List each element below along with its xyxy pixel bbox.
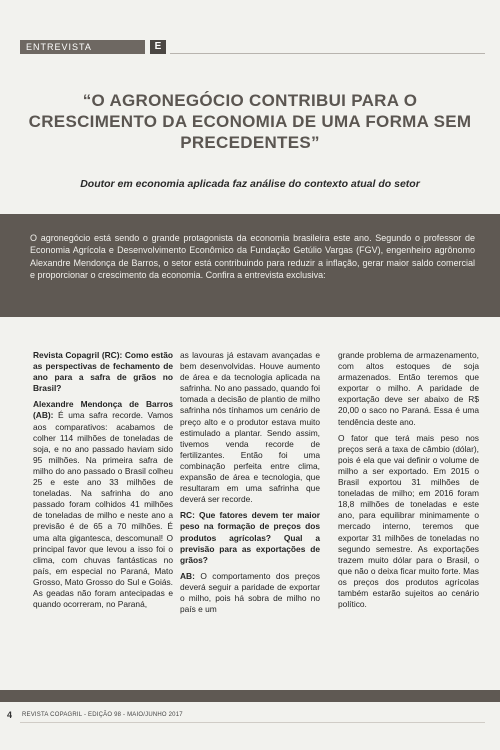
footer-edition-text: REVISTA COPAGRIL - EDIÇÃO 98 - MAIO/JUNHO 2017 [22,712,183,718]
section-label: ENTREVISTA [20,40,145,54]
section-letter-badge: E [150,40,166,54]
section-divider [170,53,485,54]
question-1: Revista Copagril (RC): Como estão as perspectivas de fechamento de ano para a safra de grãos no Brasil? [33,350,173,394]
article-title: “O AGRONEGÓCIO CONTRIBUI PARA O CRESCIMENTO DA ECONOMIA DE UMA FORMA SEM PRECEDENTES” [28,91,472,152]
answer-2-speaker: AB: [180,570,195,581]
answer-2-paragraph-2: O fator que terá mais peso nos preços será a taxa de câmbio (dólar), pois é ela que vai definir o volume de milho a ser exportado. Em 2015 o Brasil exportou 31 milhões de toneladas de milho; em 2016 foram 18,8 milhões de toneladas e este ano, para equilibrar minimamente o mercado interno, teremos que exportar 31 milhões de toneladas no segundo semestre. As exportações trazem muito dólar para o Brasil, o que não o deixa ficar muito forte. Mas os preços dos produtos agrícolas também estarão sujeitos ao cenário político. [338,432,479,610]
answer-1-speaker: Alexandre Mendonça de Barros (AB): [33,399,173,421]
answer-2 [180,571,320,615]
footer-divider [20,722,485,723]
text-column-1 [33,350,173,615]
text-column-2 [180,350,320,620]
article-subtitle: Doutor em economia aplicada faz análise do contexto atual do setor [80,178,420,190]
intro-text: O agronegócio está sendo o grande protagonista da economia brasileira este ano. Segundo o professor de Economia Agrícola e Desenvolvimento Econômico da Fundação Getúlio Vargas (FGV), engenheiro agrônomo Alexandre Mendonça de Barros, o setor está contribuindo para reduzir a inflação, gerar maior saldo comercial e proporcionar o crescimento da economia. Confira a entrevista exclusiva: [30,233,475,281]
answer-2-continued: grande problema de armazenamento, com altos estoques de soja armazenados. Então teremos que exportar o milho. A paridade de exportação deve ser abaixo de R$ 20,00 o saco no Paraná. Essa é uma tendência deste ano. [338,350,479,427]
footer-band [0,690,500,702]
question-2: RC: Que fatores devem ter maior peso na formação de preços dos produtos agrícolas? Qual a previsão para as exportações de grãos? [180,510,320,565]
answer-2-text: O comportamento dos preços deverá seguir a paridade de exportar o milho, pois há sobra de milho no país e um [180,570,320,615]
answer-1 [33,399,173,610]
answer-1-text: É uma safra recorde. Vamos aos comparativos: acabamos de colher 114 milhões de toneladas de soja, e no ano passado haviam sido 95 milhões. Na primeira safra de milho do ano passado o Brasil colheu 25 e este ano 33 milhões de toneladas. Na safrinha do ano passado foram colhidos 41 milhões de toneladas de milho e neste ano a previsão é de 65 a 70 milhões. É uma alta gigantesca, descomunal! O principal favor que levou a isso foi o clima, com chuvas fantásticas no país, em especial no Paraná, Mato Grosso, Mato Grosso do Sul e Goiás. As geadas não foram antecipadas e quando ocorreram, no Paraná, [33,410,173,610]
page-number: 4 [7,710,13,720]
answer-1-continued: as lavouras já estavam avançadas e bem desenvolvidas. Houve aumento de área e da tecnologia aplicada na safrinha. No ano passado, quando foi tomada a decisão de plantio de milho safrinha nós tínhamos um cenário de preço alto e o produtor estava muito estimulado a plantar. Sendo assim, tivemos venda recorde de fertilizantes. Então foi uma combinação perfeita entre clima, expansão de área e tecnologia, que resultaram em uma safrinha que deverá ser recorde. [180,350,320,505]
intro-panel [0,214,500,317]
text-column-3 [338,350,479,615]
